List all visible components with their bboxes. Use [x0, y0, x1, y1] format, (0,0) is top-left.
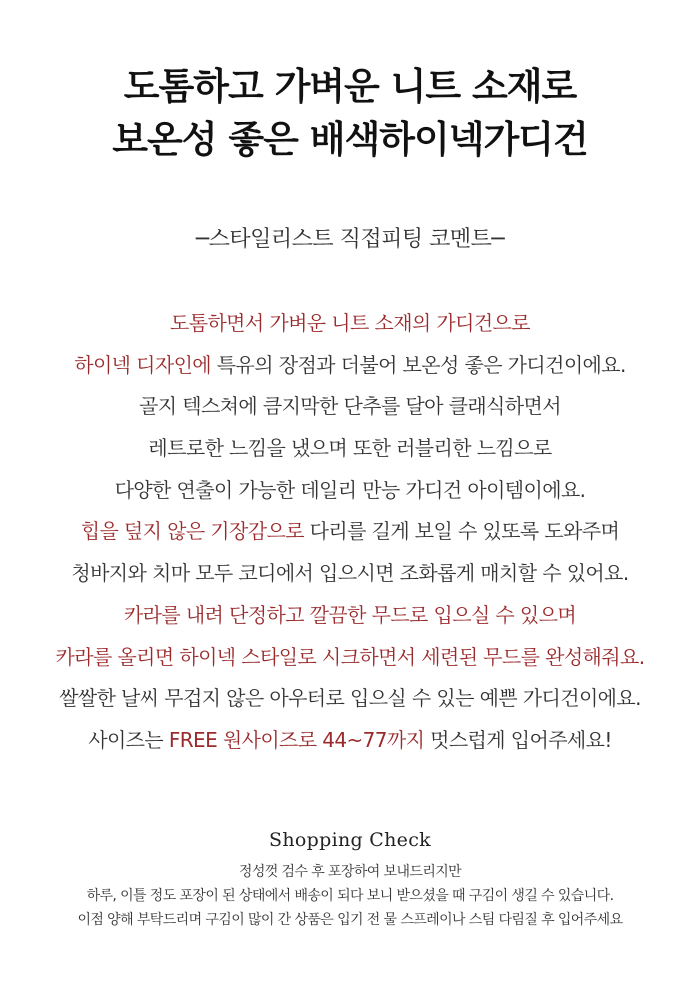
comment-highlight: 힙을 덮지 않은 기장감으로	[80, 519, 304, 544]
comment-highlight: 카라를 내려 단정하고 깔끔한 무드로 입으실 수 있으며	[123, 602, 577, 627]
comment-line	[0, 637, 700, 679]
notice-line: 하루, 이틀 정도 포장이 된 상태에서 배송이 되다 보니 받으셨을 때 구김이 생길 수 있습니다.	[86, 888, 614, 904]
headline-line-2: 보온성 좋은 배색하이넥가디건	[112, 118, 588, 161]
comment-text: 특유의 장점과 더불어 보온성 좋은 가디건이에요.	[211, 352, 626, 377]
stylist-comment-subtitle: ─스타일리스트 직접피팅 코멘트─	[195, 227, 505, 252]
comment-text: 청바지와 치마 모두 코디에서 입으시면 조화롭게 매치할 수 있어요.	[71, 561, 629, 586]
page-headline	[0, 60, 700, 166]
comment-text: 레트로한 느낌을 냈으며 또한 러블리한 느낌으로	[148, 436, 552, 461]
comment-text: 멋스럽게 입어주세요!	[424, 727, 612, 752]
comment-highlight: FREE 원사이즈로 44~77까지	[168, 727, 425, 752]
comment-line	[0, 386, 700, 428]
comment-line	[0, 470, 700, 512]
comment-text: 쌀쌀한 날씨 무겁지 않은 아우터로 입으실 수 있는 예쁜 가디건이에요.	[59, 686, 641, 711]
comment-highlight: 카라를 올리면 하이넥 스타일로 시크하면서 세련된 무드를 완성해줘요.	[55, 644, 645, 669]
comment-line	[0, 720, 700, 762]
comment-line	[0, 511, 700, 553]
notice-line: 이점 양해 부탁드리며 구김이 많이 간 상품은 입기 전 물 스프레이나 스팀 다림질 후 입어주세요	[77, 912, 623, 928]
stylist-comment	[0, 303, 700, 762]
comment-line	[0, 428, 700, 470]
notice-line: 정성껏 검수 후 포장하여 보내드리지만	[238, 864, 462, 880]
shopping-check-notice	[0, 860, 700, 932]
comment-text: 다양한 연출이 가능한 데일리 만능 가디건 아이템이에요.	[114, 477, 586, 502]
comment-highlight: 도톰하면서 가벼운 니트 소재의 가디건으로	[170, 311, 530, 335]
comment-text: 다리를 길게 보일 수 있또록 도와주며	[303, 519, 620, 544]
comment-line	[0, 303, 700, 345]
headline-line-1: 도톰하고 가벼운 니트 소재로	[123, 65, 577, 108]
comment-text: 사이즈는	[88, 727, 169, 752]
comment-text: 골지 텍스쳐에 큼지막한 단추를 달아 클래식하면서	[139, 394, 561, 419]
comment-line	[0, 553, 700, 595]
comment-line	[0, 678, 700, 720]
comment-line	[0, 345, 700, 387]
comment-highlight: 하이넥 디자인에	[74, 352, 212, 377]
comment-line	[0, 595, 700, 637]
shopping-check-title: Shopping Check	[269, 829, 431, 851]
